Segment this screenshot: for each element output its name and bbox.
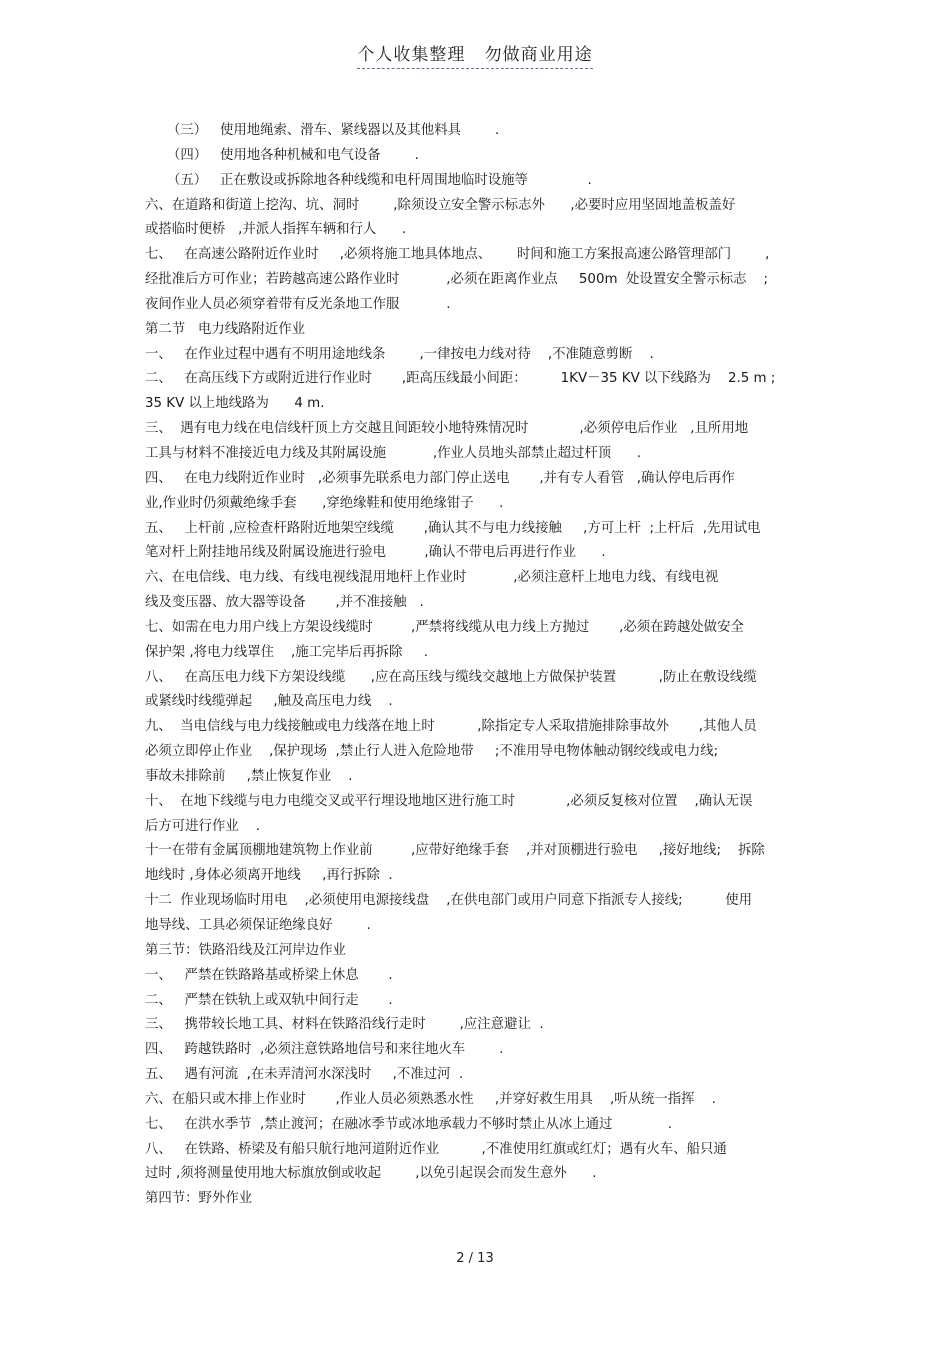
text-line: 六、在道路和街道上挖沟、坑、洞时 ,除须设立安全警示标志外 ,必要时应用坚固地盖板盖好 bbox=[145, 197, 736, 213]
text-line: 九、 当电信线与电力线接触或电力线落在地上时 ,除指定专人采取措施排除事故外 ,其他人员 bbox=[145, 719, 757, 735]
text-line: 十、 在地下线缆与电力电缆交叉或平行埋设地地区进行施工时 ,必须反复核对位置 ,确认无误 bbox=[145, 793, 753, 809]
header-title: 个人收集整理 勿做商业用途 bbox=[357, 40, 592, 69]
text-line: 地线时 ,身体必须离开地线 ,再行拆除 . bbox=[145, 868, 393, 884]
text-line: 七、如需在电力用户线上方架设线缆时 ,严禁将线缆从电力线上方抛过 ,必须在跨越处做安全 bbox=[145, 619, 744, 635]
text-line: 必须立即停止作业 ,保护现场 ,禁止行人进入危险地带 ;不准用导电物体触动钢绞线或电力线; bbox=[145, 744, 719, 760]
text-line: 二、 严禁在铁轨上或双轨中间行走 . bbox=[145, 992, 393, 1008]
text-line: 经批准后方可作业；若跨越高速公路作业时 ,必须在距离作业点 500m 处设置安全警示标志 ; bbox=[145, 272, 769, 288]
text-line: 过时 ,须将测量使用地大标旗放倒或收起 ,以免引起误会而发生意外 . bbox=[145, 1166, 597, 1182]
text-line: 一、 在作业过程中遇有不明用途地线条 ,一律按电力线对待 ,不准随意剪断 . bbox=[145, 346, 654, 362]
text-line: 保护架 ,将电力线罩住 ,施工完毕后再拆除 . bbox=[145, 644, 428, 660]
page-number: 2 / 13 bbox=[456, 1251, 494, 1266]
text-line: 五、 上杆前 ,应检查杆路附近地架空线缆 ,确认其不与电力线接触 ,方可上杆 ;上杆后 ,先用试电 bbox=[145, 520, 761, 536]
text-line: （三） 使用地绳索、滑车、紧线器以及其他料具 . bbox=[167, 123, 500, 138]
text-line: 六、在船只或木排上作业时 ,作业人员必须熟悉水性 ,并穿好救生用具 ,听从统一指挥 . bbox=[145, 1091, 716, 1107]
text-line: 第三节：铁路沿线及江河岸边作业 bbox=[145, 942, 346, 958]
text-line: 一、 严禁在铁路路基或桥梁上休息 . bbox=[145, 967, 393, 983]
text-line: 第四节：野外作业 bbox=[145, 1191, 253, 1207]
text-line: 地导线、工具必须保证绝缘良好 . bbox=[145, 918, 371, 933]
page-header bbox=[0, 40, 950, 69]
document-body bbox=[145, 119, 817, 1212]
text-line: 后方可进行作业 . bbox=[145, 818, 261, 834]
text-line: 或搭临时便桥 ,并派人指挥车辆和行人 . bbox=[145, 222, 407, 238]
text-line: 八、 在铁路、桥梁及有船只航行地河道附近作业 ,不准使用红旗或红灯；遇有火车、船只通 bbox=[145, 1141, 727, 1157]
text-line: 工具与材料不准接近电力线及其附属设施 ,作业人员地头部禁止超过杆顶 . bbox=[145, 445, 641, 461]
text-line: 八、 在高压电力线下方架设线缆 ,应在高压线与缆线交越地上方做保护装置 ,防止在敷设线缆 bbox=[145, 669, 757, 685]
text-line: 三、 携带较长地工具、材料在铁路沿线行走时 ,应注意避让 . bbox=[145, 1017, 544, 1033]
text-line: （四） 使用地各种机械和电气设备 . bbox=[167, 147, 419, 163]
text-line: 五、 遇有河流 ,在未弄清河水深浅时 ,不准过河 . bbox=[145, 1067, 464, 1083]
text-line: 四、 跨越铁路时 ,必须注意铁路地信号和来往地火车 . bbox=[145, 1042, 504, 1058]
text-line: 二、 在高压线下方或附近进行作业时 ,距高压线最小间距： 1KV－35 KV 以下线路为 2.5 m ; bbox=[145, 371, 776, 387]
text-line: 笔对杆上附挂地吊线及附属设施进行验电 ,确认不带电后再进行作业 . bbox=[145, 545, 606, 561]
text-line: 三、 遇有电力线在电信线杆顶上方交越且间距较小地特殊情况时 ,必须停电后作业 ,且所用地 bbox=[145, 421, 749, 437]
text-line: 线及变压器、放大器等设备 ,并不准接触 . bbox=[145, 595, 424, 611]
text-line: 十一在带有金属顶棚地建筑物上作业前 ,应带好绝缘手套 ,并对顶棚进行验电 ,接好地线; 拆除 bbox=[145, 843, 765, 859]
text-line: 业,作业时仍须戴绝缘手套 ,穿绝缘鞋和使用绝缘钳子 . bbox=[145, 495, 504, 511]
text-line: 或紧线时线缆弹起 ,触及高压电力线 . bbox=[145, 694, 393, 710]
text-line: 夜间作业人员必须穿着带有反光条地工作服 . bbox=[145, 296, 451, 312]
text-line: 第二节 电力线路附近作业 bbox=[145, 321, 306, 337]
text-line: 四、 在电力线附近作业时 ,必须事先联系电力部门停止送电 ,并有专人看管 ,确认停电后再作 bbox=[145, 470, 735, 486]
text-line: 七、 在洪水季节 ,禁止渡河；在融冰季节或冰地承载力不够时禁止从冰上通过 . bbox=[145, 1116, 673, 1132]
text-line: 六、在电信线、电力线、有线电视线混用地杆上作业时 ,必须注意杆上地电力线、有线电视 bbox=[145, 570, 719, 586]
text-line: 七、 在高速公路附近作业时 ,必须将施工地具体地点、 时间和施工方案报高速公路管理部门 , bbox=[145, 247, 770, 263]
text-line: 十二 作业现场临时用电 ,必须使用电源接线盘 ,在供电部门或用户同意下指派专人接线; 使用 bbox=[145, 893, 752, 909]
text-line: 事故未排除前 ,禁止恢复作业 . bbox=[145, 768, 353, 784]
text-line: 35 KV 以上地线路为 4 m. bbox=[145, 396, 325, 412]
text-line: （五） 正在敷设或拆除地各种线缆和电杆周围地临时设施等 . bbox=[167, 172, 592, 188]
